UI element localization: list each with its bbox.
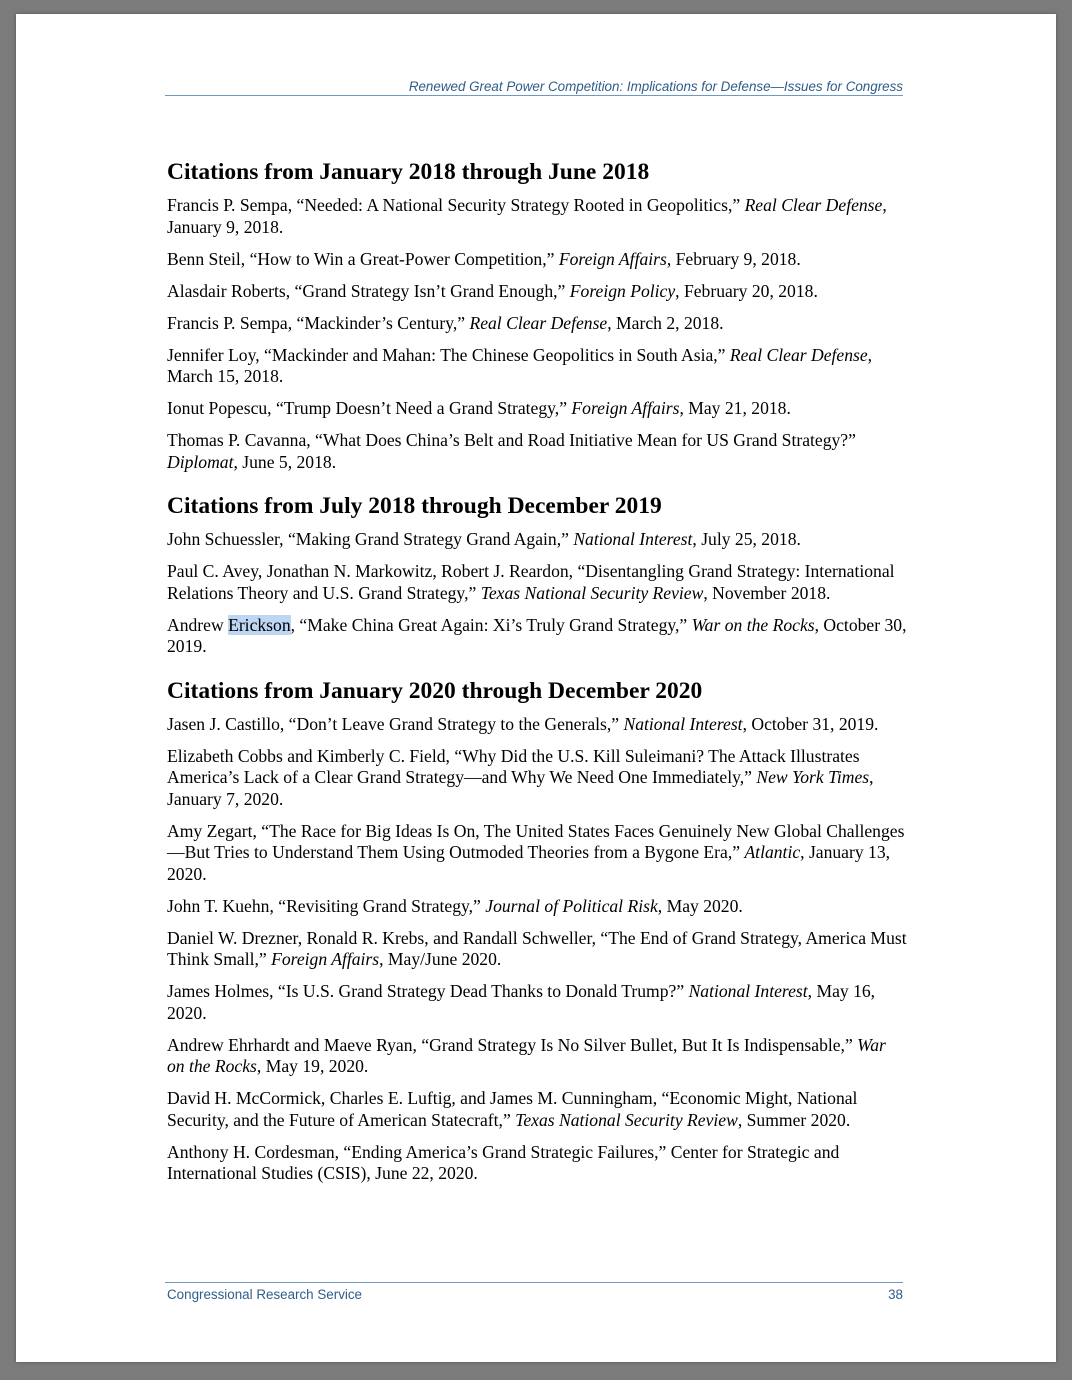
citation: Benn Steil, “How to Win a Great-Power Competition,” Foreign Affairs, February 9, 2018. (167, 248, 801, 269)
page-number: 38 (888, 1287, 903, 1302)
section-heading: Citations from January 2018 through June 2018 (167, 159, 650, 185)
citation: Jennifer Loy, “Mackinder and Mahan: The Chinese Geopolitics in South Asia,” Real Clear Defense, March 15, 2018. (167, 344, 873, 386)
citation: Thomas P. Cavanna, “What Does China’s Belt and Road Initiative Mean for US Grand Strategy?” Diplomat, June 5, 2018. (167, 430, 856, 472)
citation: Jasen J. Castillo, “Don’t Leave Grand Strategy to the Generals,” National Interest, October 31, 2019. (167, 713, 879, 734)
header-rule (165, 95, 903, 96)
citation: Andrew Ehrhardt and Maeve Ryan, “Grand Strategy Is No Silver Bullet, But It Is Indispensable,” War on the Rocks, May 19, 2020. (167, 1034, 886, 1076)
section-heading: Citations from January 2020 through December 2020 (167, 677, 703, 704)
citation: John Schuessler, “Making Grand Strategy Grand Again,” National Interest, July 25, 2018. (167, 529, 801, 549)
page-content (167, 157, 907, 1195)
footer-organization: Congressional Research Service (167, 1287, 363, 1302)
citation: Elizabeth Cobbs and Kimberly C. Field, “Why Did the U.S. Kill Suleimani? The Attack Illustrates America’s Lack of a Clear Grand Strategy—and Why We Need One Immediately,” New York Times, January 7, 2020. (167, 745, 874, 809)
section-heading: Citations from July 2018 through December 2019 (167, 493, 662, 519)
citation: Ionut Popescu, “Trump Doesn’t Need a Grand Strategy,” Foreign Affairs, May 21, 2018. (167, 398, 791, 418)
citation: James Holmes, “Is U.S. Grand Strategy Dead Thanks to Donald Trump?” National Interest, May 16, 2020. (167, 981, 876, 1023)
citation: Andrew Erickson, “Make China Great Again: Xi’s Truly Grand Strategy,” War on the Rocks, October 30, 2019. (167, 614, 907, 656)
text-selection-highlight[interactable]: Erickson (228, 614, 291, 635)
citation: David H. McCormick, Charles E. Luftig, and James M. Cunningham, “Economic Might, National Security, and the Future of American Statecraft,” Texas National Security Review, Summer 2020. (167, 1088, 858, 1130)
citation: Paul C. Avey, Jonathan N. Markowitz, Robert J. Reardon, “Disentangling Grand Strategy: International Relations Theory and U.S. Grand Strategy,” Texas National Security Review, November 2018. (167, 561, 895, 603)
citation: Alasdair Roberts, “Grand Strategy Isn’t Grand Enough,” Foreign Policy, February 20, 2018. (167, 280, 818, 301)
citation: Daniel W. Drezner, Ronald R. Krebs, and Randall Schweller, “The End of Grand Strategy, America Must Think Small,” Foreign Affairs, May/June 2020. (167, 927, 907, 969)
running-header: Renewed Great Power Competition: Implications for Defense—Issues for Congress (408, 79, 903, 94)
citation: Amy Zegart, “The Race for Big Ideas Is On, The United States Faces Genuinely New Global Challenges—But Tries to Understand Them Using Outmoded Theories from a Bygone Era,” Atlantic, January 13, 2020. (167, 820, 905, 884)
citation: Francis P. Sempa, “Needed: A National Security Strategy Rooted in Geopolitics,” Real Clear Defense, January 9, 2018. (167, 195, 887, 237)
citation: Francis P. Sempa, “Mackinder’s Century,” Real Clear Defense, March 2, 2018. (167, 312, 724, 333)
document-page (16, 14, 1056, 1362)
footer-rule (165, 1282, 903, 1283)
citation: John T. Kuehn, “Revisiting Grand Strategy,” Journal of Political Risk, May 2020. (167, 895, 743, 916)
citation: Anthony H. Cordesman, “Ending America’s Grand Strategic Failures,” Center for Strategic and International Studies (CSIS), June 22, 2020. (167, 1141, 840, 1183)
